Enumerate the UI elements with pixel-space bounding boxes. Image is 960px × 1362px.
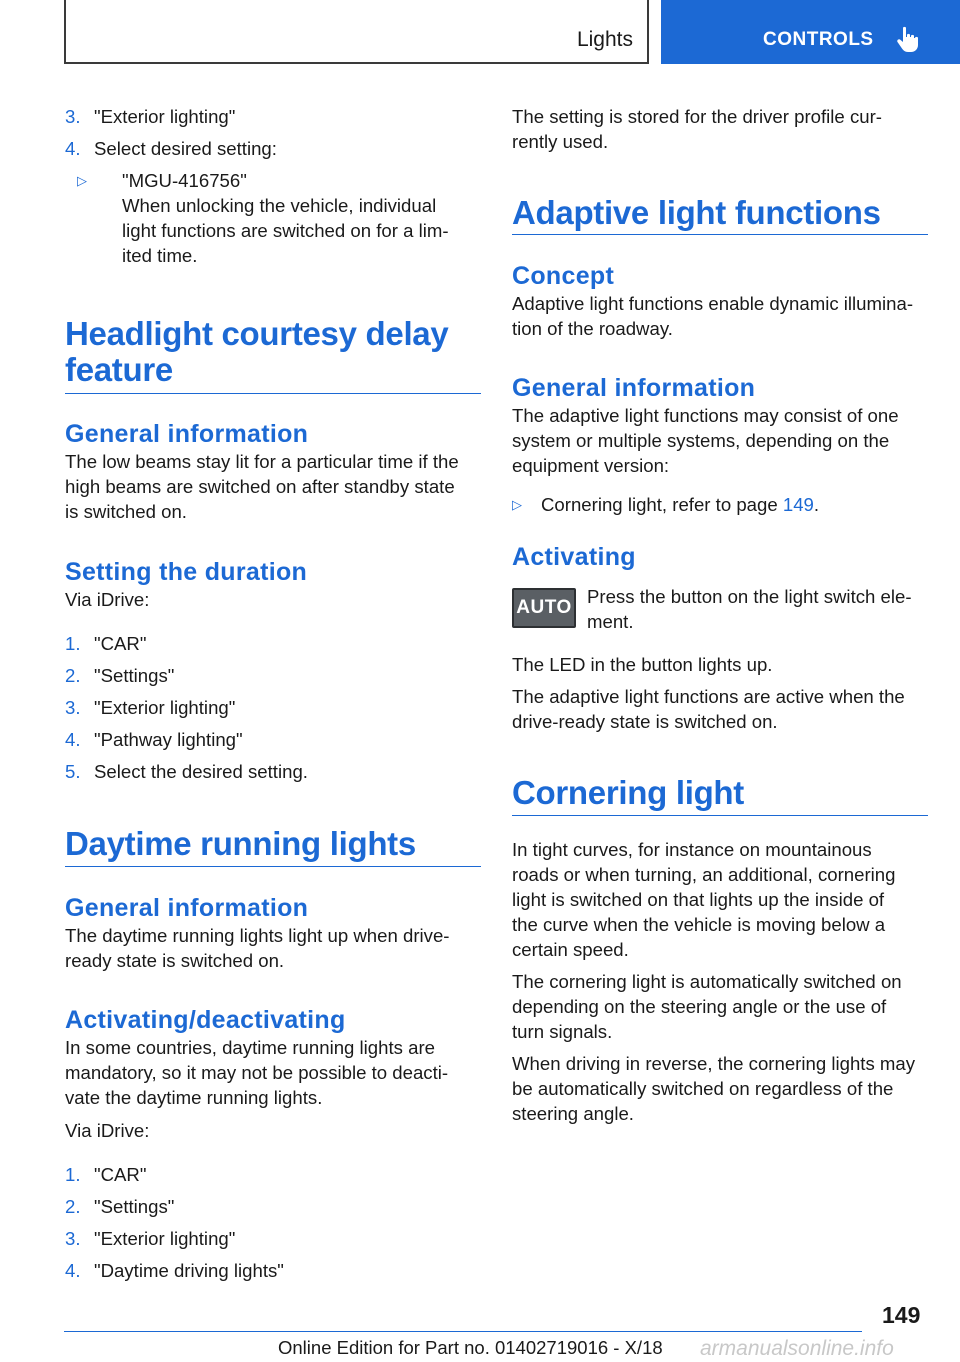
subheading: General information (512, 374, 756, 402)
section-title: Lights (576, 28, 633, 51)
paragraph-line: mandatory, so it may not be possible to deacti- (65, 1062, 449, 1083)
footer-rule (64, 1331, 862, 1332)
button-description (512, 584, 928, 634)
paragraph-line: The adaptive light functions may consist of one (512, 405, 899, 426)
heading-line: Daytime running lights (65, 825, 416, 862)
section-tab (64, 0, 649, 64)
triangle-bullet-icon: ▷ (77, 173, 87, 188)
cornering-paragraph: When driving in reverse, the cornering lights may be automatically switched on regardless of the steering angle. (512, 1053, 916, 1124)
paragraph-line: rently used. (512, 131, 609, 152)
list-item: 1. "CAR" (65, 633, 147, 654)
list-number: 4. (65, 138, 81, 159)
list-item (65, 136, 481, 168)
activating-section (512, 542, 928, 572)
heading-daytime-running-lights (65, 826, 481, 862)
chapter-tab (661, 0, 960, 64)
list-item (65, 104, 481, 136)
paragraph-line: is switched on. (65, 501, 187, 522)
page-number: 149 (882, 1302, 921, 1328)
cornering-paragraph: In tight curves, for instance on mountainous roads or when turning, an additional, cornering light is switched on that lights up the inside of the curve when the vehicle is moving below a certain speed. (512, 839, 896, 960)
heading-line: Cornering light (512, 774, 744, 811)
hand-pointer-icon (895, 25, 921, 53)
paragraph-line: high beams are switched on after standby state (65, 476, 455, 497)
paragraph-line: The LED in the button lights up. (512, 654, 773, 675)
paragraph-line: The low beams stay lit for a particular time if the (65, 451, 459, 472)
sub-bullet-line: ited time. (122, 245, 198, 266)
paragraph-line: In some countries, daytime running lights are (65, 1037, 435, 1058)
paragraph-line: drive-ready state is switched on. (512, 711, 778, 732)
concept-section (512, 261, 928, 341)
paragraph-line: Via iDrive: (65, 1120, 150, 1141)
heading-line: feature (65, 351, 173, 388)
numbered-list (65, 104, 481, 168)
paragraph-line: The daytime running lights light up when drive- (65, 925, 450, 946)
activating-deactivating-section (65, 1005, 481, 1143)
paragraph-line: The adaptive light functions are active when the (512, 686, 905, 707)
general-information-section (65, 893, 481, 973)
paragraph-line: Adaptive light functions enable dynamic illumina- (512, 293, 914, 314)
triangle-bullet-icon: ▷ (512, 497, 522, 512)
page-reference-link[interactable]: 149 (782, 494, 814, 515)
led-paragraph (512, 652, 928, 677)
paragraph-line: vate the daytime running lights. (65, 1087, 323, 1108)
auto-button-icon: AUTO (512, 588, 576, 628)
heading-line: Headlight courtesy delay (65, 315, 449, 352)
numbered-list (65, 1162, 481, 1290)
list-item: 4. "Pathway lighting" (65, 729, 243, 750)
list-item: 2. "Settings" (65, 1196, 175, 1217)
sub-bullet-line: light functions are switched on for a lim- (122, 220, 449, 241)
paragraph-line: system or multiple systems, depending on the (512, 430, 890, 451)
bullet-item: ▷ Cornering light, refer to page 149. (512, 494, 820, 515)
page-header (0, 0, 960, 66)
cornering-paragraph: The cornering light is automatically switched on depending on the steering angle or the use of turn signals. (512, 971, 902, 1042)
stored-setting-paragraph (512, 104, 928, 154)
subheading: General information (65, 420, 309, 448)
paragraph-line: equipment version: (512, 455, 670, 476)
paragraph-line: Press the button on the light switch ele- (587, 586, 912, 607)
general-information-section (512, 373, 928, 478)
paragraph-line: Via iDrive: (65, 589, 150, 610)
numbered-list (65, 631, 481, 791)
paragraph-line: The setting is stored for the driver profile cur- (512, 106, 882, 127)
active-paragraph (512, 684, 928, 734)
sub-bullet-line: When unlocking the vehicle, individual (122, 195, 437, 216)
setting-duration-section (65, 557, 481, 612)
sub-bullet (65, 168, 481, 268)
list-number: 3. (65, 106, 81, 127)
general-information-section (65, 419, 481, 524)
bullet-text: Cornering light, refer to page (541, 494, 783, 515)
list-text: Select desired setting: (94, 138, 277, 159)
heading-rule (65, 866, 481, 867)
chapter-title: CONTROLS (763, 29, 874, 50)
list-text: "Exterior lighting" (94, 106, 236, 127)
paragraph-line: ment. (587, 611, 634, 632)
watermark-logo: armanualsonline.info (700, 1337, 894, 1360)
paragraph-line: ready state is switched on. (65, 950, 285, 971)
heading-adaptive-light-functions (512, 195, 928, 231)
subheading: Concept (512, 262, 615, 290)
heading-rule (65, 393, 481, 394)
paragraph-line: tion of the roadway. (512, 318, 673, 339)
subheading: Activating/deactivating (65, 1006, 346, 1034)
subheading: Activating (512, 543, 636, 571)
list-item: 1. "CAR" (65, 1164, 147, 1185)
list-item: 2. "Settings" (65, 665, 175, 686)
heading-cornering-light (512, 775, 928, 811)
list-item: 4. "Daytime driving lights" (65, 1260, 284, 1281)
subheading: Setting the duration (65, 558, 308, 586)
sub-bullet-label: "MGU-416756" (122, 170, 247, 191)
heading-rule (512, 234, 928, 235)
edition-text: Online Edition for Part no. 01402719016 - X/18 (278, 1337, 663, 1358)
subheading: General information (65, 894, 309, 922)
list-item: 3. "Exterior lighting" (65, 697, 236, 718)
heading-courtesy-delay (65, 316, 481, 388)
heading-line: Adaptive light functions (512, 194, 881, 231)
heading-rule (512, 815, 928, 816)
list-item: 5. Select the desired setting. (65, 761, 308, 782)
list-item: 3. "Exterior lighting" (65, 1228, 236, 1249)
